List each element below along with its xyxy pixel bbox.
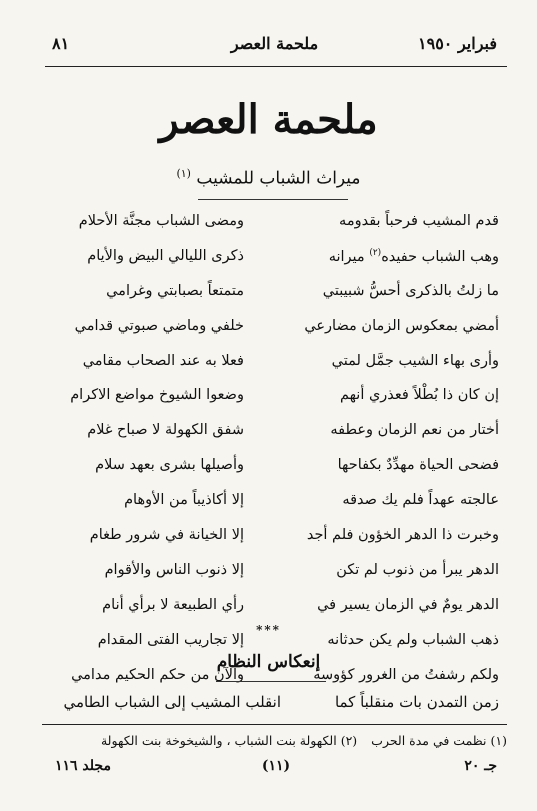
first-hemistich: أختار من نعم الزمان وعطفه [330,422,499,439]
second-hemistich: وأصيلها بشرى بعهد سلام [95,457,244,474]
section-separator: *** [256,623,281,637]
second-hemistich: ذكرى الليالي البيض والأيام [87,247,244,264]
header-date: فبراير ١٩٥٠ [418,34,497,53]
section-title-rule [216,681,326,682]
hemistich-part: ميرانه [328,248,370,265]
footer-part: جـ ٢٠ [464,758,497,774]
second-hemistich: رأي الطبيعة لا برأي أنام [102,596,244,613]
second-hemistich: فعلا به عند الصحاب مقامي [82,352,244,369]
first-hemistich: عالجته عهداً فلم يك صدقه [342,492,499,509]
poem-title: ملحمة العصر [159,96,378,143]
verse-row [40,240,499,275]
first-hemistich: ما زلتُ بالذكرى أحسُّ شبيبتي [322,282,499,299]
first-hemistich: ولكم رشفتُ من الغرور كؤوسه [313,666,499,683]
first-hemistich: قدم المشيب فرحباً بقدومه [339,213,499,229]
header-rule [45,66,507,67]
first-hemistich: الدهر يومٌ في الزمان يسير في [317,596,499,613]
footnote-marker: (٢) [369,247,382,258]
second-hemistich: شفق الكهولة لا صباح غلام [87,422,244,439]
footnote-2: (٢) الكهولة بنت الشباب ، والشيخوخة بنت الكهولة [100,733,358,748]
header-journal-title: ملحمة العصر [230,34,319,53]
footer-number: (١١) [261,758,291,774]
first-hemistich: زمن التمدن بات منقلباً كما [334,693,499,711]
first-hemistich: ذهب الشباب ولم يكن حدثانه [327,631,499,648]
subtitle-footnote-marker: (١) [176,167,191,180]
verse-row [40,345,499,380]
running-header [52,34,497,58]
second-hemistich: وضعوا الشيوخ مواضع الاكرام [70,387,244,404]
first-hemistich [329,248,499,265]
second-hemistich: متمتعاً بصبابتي وغرامي [106,282,244,299]
subtitle-text: ميراث الشباب للمشيب [196,168,361,189]
verse-row [40,449,499,484]
second-hemistich: ومضى الشباب مجنَّة الأحلام [78,213,244,229]
footnotes [42,733,507,748]
second-hemistich: إلا أكاذيباً من الأوهام [124,492,244,509]
verse-row [40,484,499,519]
second-hemistich: إلا تجاريب الفتى المقدام [97,631,244,648]
second-hemistich: انقلب المشيب إلى الشباب الطامي [63,693,281,711]
first-hemistich: إن كان ذا بُطْلاً فعذري أنهم [339,387,499,404]
verse-row [40,275,499,310]
verse-row [40,205,499,240]
verse-row [40,310,499,345]
section-title: إنعكاس النظام [216,652,321,672]
first-hemistich: وخبرت ذا الدهر الخؤون فلم أجد [306,527,499,544]
first-hemistich: فضحى الحياة مهدِّدٌ بكفاحها [337,457,499,474]
second-hemistich: والآن من حكم الحكيم مدامي [71,666,244,683]
second-hemistich: إلا ذنوب الناس والأقوام [104,561,244,578]
second-hemistich: خلفي وماضي صبوتي قدامي [74,317,244,334]
first-hemistich: وأرى بهاء الشيب جمَّل لمتي [331,352,499,369]
footnote-rule [42,724,507,725]
section-verse [40,688,499,718]
hemistich-part: وهب الشباب حفيده [381,248,499,265]
verse-row [40,554,499,589]
footer-volume: مجلد ١١٦ [55,758,111,774]
verse-row [40,379,499,414]
second-hemistich: إلا الخيانة في شرور طغام [89,527,244,544]
header-page-number: ٨١ [52,34,70,53]
footnote-1: (١) نظمت في مدة الحرب [371,733,507,748]
page-footer [55,758,497,780]
first-hemistich: أمضي بمعكوس الزمان مضارعي [304,317,499,334]
verse-list [40,205,499,693]
verse-row [40,519,499,554]
poem-subtitle [0,167,537,189]
first-hemistich: الدهر يبرأ من ذنوب لم تكن [336,561,499,578]
subtitle-rule [198,199,348,200]
verse-row [40,414,499,449]
verse-row [40,589,499,624]
